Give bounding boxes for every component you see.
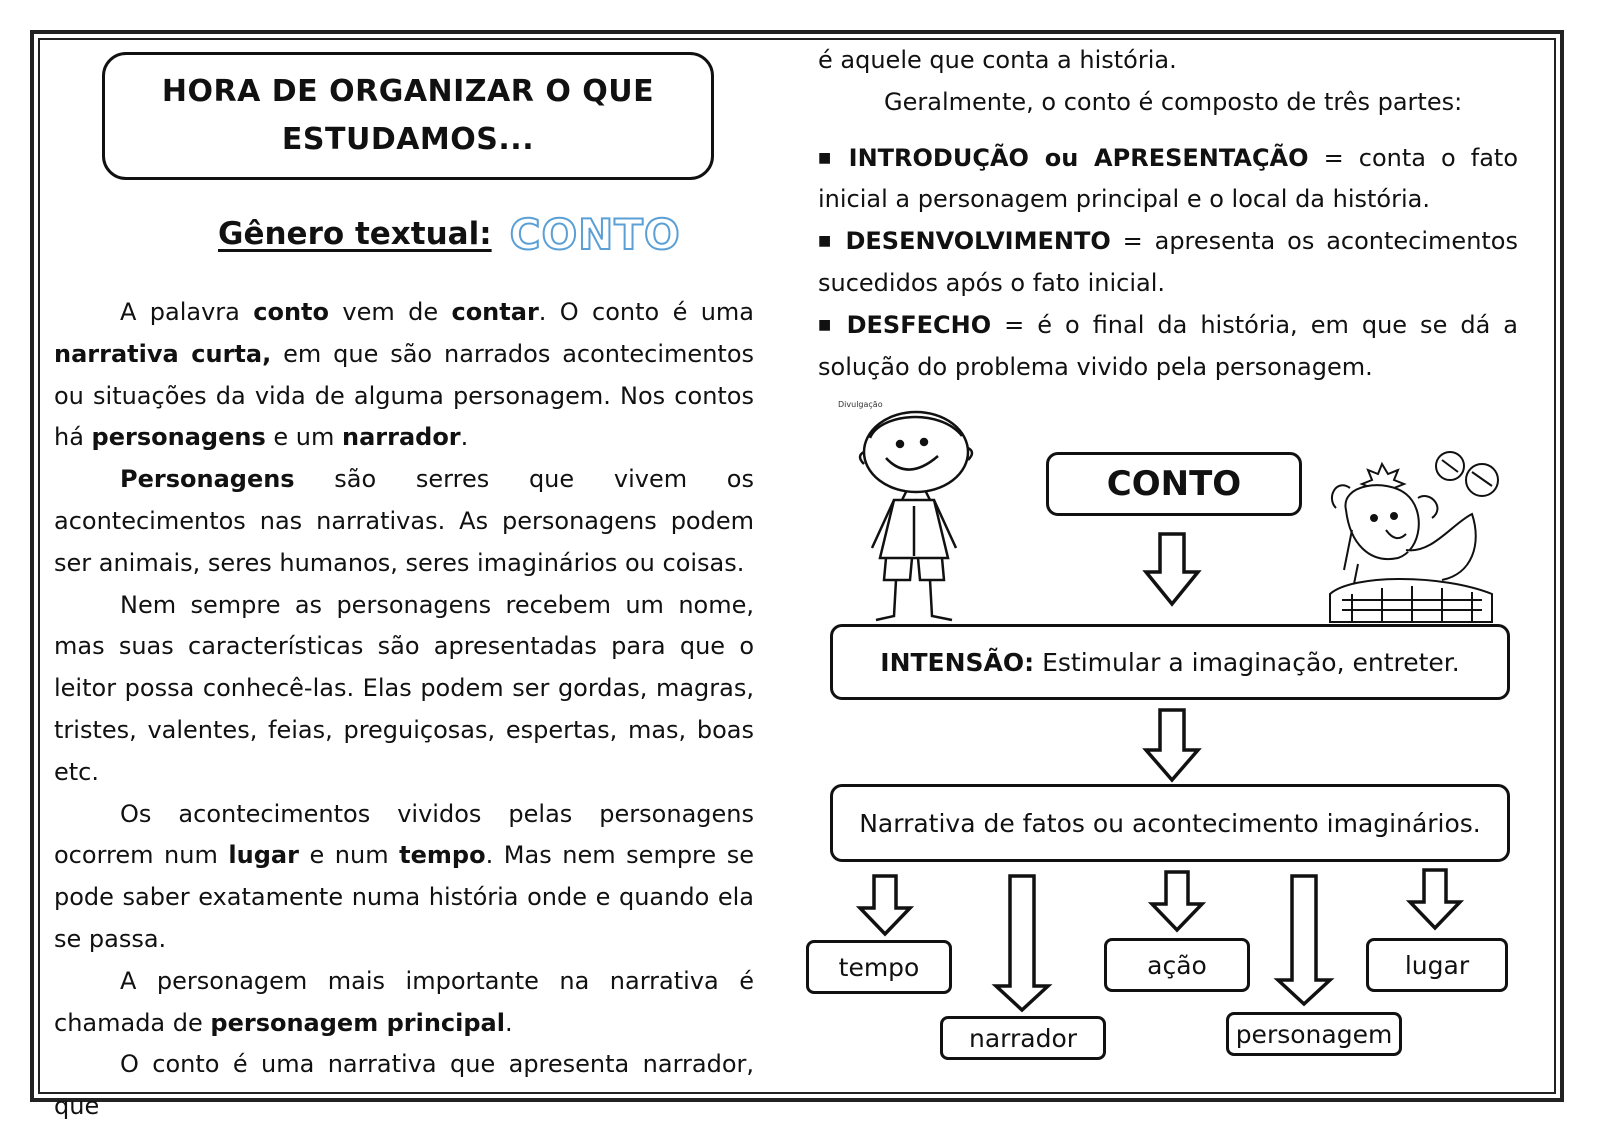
diagram-acao-box	[1104, 938, 1250, 992]
diagram-narrativa-box	[830, 784, 1510, 862]
paragraph-6: O conto é uma narrativa que apresenta narrador, que	[54, 1050, 754, 1121]
title-line-2: ESTUDAMOS...	[281, 122, 535, 157]
image-credit: Divulgação	[838, 400, 883, 409]
parts-intro: Geralmente, o conto é composto de três partes:	[884, 87, 1463, 116]
bullet-square-icon: ■	[818, 233, 836, 250]
diagram-conto-box	[1046, 452, 1302, 516]
bullet-square-icon: ■	[818, 317, 837, 334]
paragraph-2: Personagens são serres que vivem os acontecimentos nas narrativas. As personagens podem ser animais, seres humanos, seres imaginários ou coisas.	[54, 465, 754, 577]
paragraph-3: Nem sempre as personagens recebem um nome, mas suas características são apresentadas para que o leitor possa conhecê-las. Elas podem ser gordas, magras, tristes, valentes, feias, preguiçosas, espertas, mas, boas etc.	[54, 590, 754, 786]
genre-value: CONTO	[509, 209, 681, 259]
bullet-square-icon: ■	[818, 149, 839, 166]
paragraph-5: A personagem mais importante na narrativa é chamada de personagem principal.	[54, 966, 754, 1037]
diagram-conto-label: CONTO	[1106, 464, 1242, 504]
paragraph-4: Os acontecimentos vividos pelas personagens ocorrem num lugar e num tempo. Mas nem sempre se pode saber exatamente numa história onde e quando ela se passa.	[54, 799, 754, 953]
diagram-acao-label: ação	[1147, 950, 1207, 980]
continuation-line: é aquele que conta a história.	[818, 46, 1177, 74]
left-column-text	[54, 292, 754, 1128]
diagram-personagem-label: personagem	[1235, 1019, 1393, 1049]
genre-heading	[218, 206, 681, 262]
diagram-lugar-label: lugar	[1404, 950, 1470, 980]
bullet-introducao: ■ INTRODUÇÃO ou APRESENTAÇÃO = conta o fato inicial a personagem principal e o local da história.	[818, 143, 1519, 214]
right-column-text	[818, 40, 1518, 389]
title-line-1: HORA DE ORGANIZAR O QUE	[161, 74, 655, 109]
diagram-narrador-box	[940, 1016, 1106, 1060]
girl-reading-illustration	[1322, 454, 1502, 628]
diagram-tempo-label: tempo	[838, 952, 920, 982]
diagram-intensao-text: INTENSÃO: Estimular a imaginação, entreter.	[880, 647, 1460, 677]
paragraph-1: A palavra conto vem de contar. O conto é uma narrativa curta, em que são narrados acontecimentos ou situações da vida de alguma personagem. Nos contos há personagens e um narrador.	[54, 298, 755, 452]
diagram-narrativa-text: Narrativa de fatos ou acontecimento imaginários.	[859, 808, 1481, 838]
title-box	[102, 52, 714, 180]
diagram-tempo-box	[806, 940, 952, 994]
diagram-narrador-label: narrador	[968, 1023, 1078, 1053]
genre-label: Gênero textual:	[218, 216, 492, 252]
diagram-intensao-box	[830, 624, 1510, 700]
bullet-desenvolvimento: ■ DESENVOLVIMENTO = apresenta os acontecimentos sucedidos após o fato inicial.	[818, 227, 1518, 298]
boy-illustration	[850, 408, 980, 632]
bullet-desfecho: ■ DESFECHO = é o final da história, em que se dá a solução do problema vivido pela personagem.	[818, 310, 1518, 381]
diagram-lugar-box	[1366, 938, 1508, 992]
diagram-personagem-box	[1226, 1012, 1402, 1056]
